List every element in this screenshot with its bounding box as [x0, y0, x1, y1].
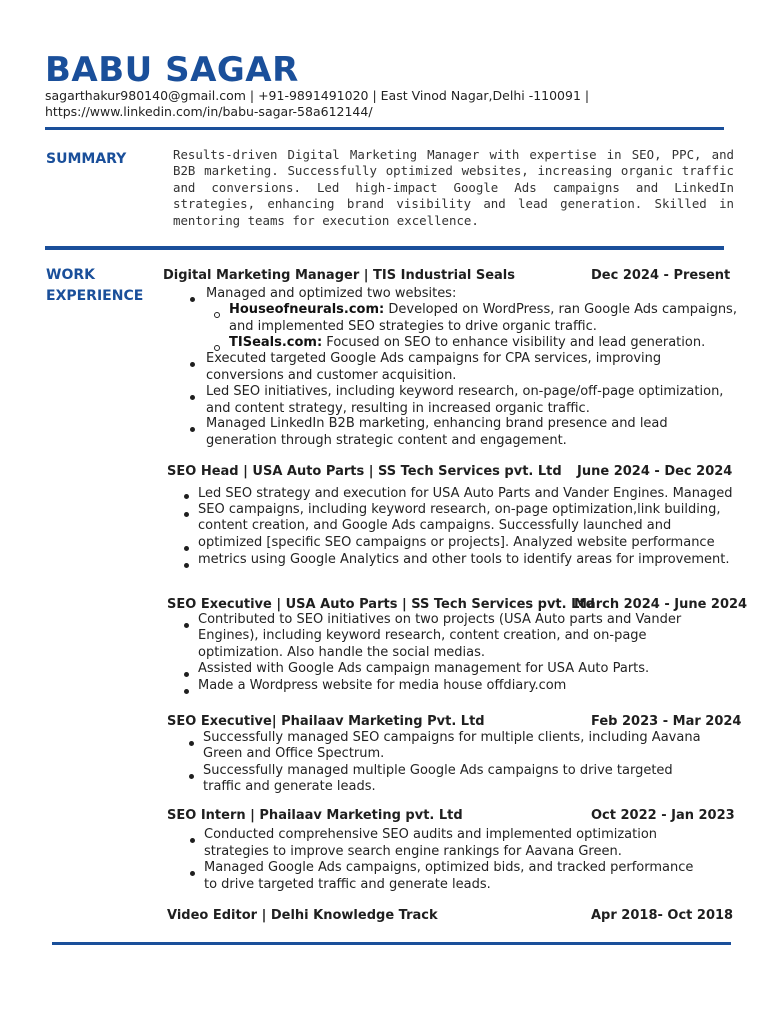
job-title: SEO Intern | Phailaav Marketing pvt. Ltd: [167, 808, 463, 823]
work-heading-line1: WORK: [46, 267, 95, 283]
bullet-text: Successfully managed SEO campaigns for multiple clients, including Aavana: [203, 730, 701, 745]
bullet-dot: [184, 494, 189, 499]
bullet-dot: [184, 689, 189, 694]
site-description: Focused on SEO to enhance visibility and lead generation.: [322, 335, 706, 350]
bullet-text: Made a Wordpress website for media house offdiary.com: [198, 678, 567, 693]
bullet-text: Successfully managed multiple Google Ads campaigns to drive targeted: [203, 763, 673, 778]
footer-divider: [52, 942, 731, 945]
job-date: Apr 2018- Oct 2018: [591, 908, 734, 923]
bullet-text-cont: to drive targeted traffic and generate leads.: [204, 877, 491, 892]
bullet-dot: [190, 838, 195, 843]
bullet-dot: [184, 546, 189, 551]
bullet-dot: [184, 623, 189, 628]
sub-bullet-text: [229, 335, 705, 351]
contact-line-linkedin: https://www.linkedin.com/in/babu-sagar-58a612144/: [45, 104, 373, 119]
bullet-text-cont: generation through strategic content and engagement.: [206, 433, 567, 448]
bullet-dot: [190, 395, 195, 400]
summary-divider: [45, 246, 724, 250]
bullet-text: Executed targeted Google Ads campaigns for CPA services, improving: [206, 351, 662, 366]
bullet-text-cont: optimization. Also handle the social medias.: [198, 645, 486, 660]
bullet-text: Assisted with Google Ads campaign management for USA Auto Parts.: [198, 661, 650, 676]
bullet-dot: [190, 362, 195, 367]
job-title: Digital Marketing Manager | TIS Industrial Seals: [163, 268, 516, 283]
job-date: Dec 2024 - Present: [591, 268, 731, 283]
work-heading-line2: EXPERIENCE: [46, 288, 144, 304]
paragraph-line: metrics using Google Analytics and other tools to identify areas for improvement.: [198, 552, 730, 567]
candidate-name: BABU SAGAR: [45, 50, 299, 90]
job-title: SEO Head | USA Auto Parts | SS Tech Services pvt. Ltd: [167, 464, 562, 479]
bullet-text: Managed Google Ads campaigns, optimized bids, and tracked performance: [204, 860, 694, 875]
site-name: TISeals.com:: [229, 335, 323, 350]
bullet-dot: [184, 512, 189, 517]
paragraph-line: Led SEO strategy and execution for USA Auto Parts and Vander Engines. Managed: [198, 486, 733, 501]
job-title: Video Editor | Delhi Knowledge Track: [167, 908, 438, 923]
job-date: Feb 2023 - Mar 2024: [591, 714, 742, 729]
bullet-text: Managed LinkedIn B2B marketing, enhancing brand presence and lead: [206, 416, 668, 431]
paragraph-line: SEO campaigns, including keyword research, on-page optimization,link building,: [198, 502, 721, 517]
summary-text: Results-driven Digital Marketing Manager with expertise in SEO, PPC, and B2B marketing. Successfully optimized websites, increasing organic traffic and conversions. Led high-impact Google Ads campaigns and LinkedIn strategies, enhancing brand visibility and lead generation. Skilled in mentoring teams for execution excellence.: [173, 147, 734, 228]
site-description: Developed on WordPress, ran Google Ads campaigns,: [384, 302, 737, 317]
paragraph-line: optimized [specific SEO campaigns or projects]. Analyzed website performance: [198, 535, 715, 550]
bullet-dot: [190, 297, 195, 302]
bullet-dot: [189, 741, 194, 746]
bullet-text-cont: traffic and generate leads.: [203, 779, 376, 794]
bullet-dot: [184, 672, 189, 677]
job-date: June 2024 - Dec 2024: [577, 464, 733, 479]
sub-bullet-circle: [214, 312, 220, 318]
contact-line-email-phone-address: sagarthakur980140@gmail.com | +91-9891491020 | East Vinod Nagar,Delhi -110091 |: [45, 88, 590, 103]
bullet-text-cont: Green and Office Spectrum.: [203, 746, 385, 761]
bullet-text: Led SEO initiatives, including keyword research, on-page/off-page optimization,: [206, 384, 724, 399]
bullet-text-cont: Engines), including keyword research, content creation, and on-page: [198, 628, 647, 643]
job-title: SEO Executive | USA Auto Parts | SS Tech Services pvt. Ltd: [167, 597, 595, 612]
bullet-dot: [184, 563, 189, 568]
bullet-text-cont: strategies to improve search engine rankings for Aavana Green.: [204, 844, 622, 859]
job-title: SEO Executive| Phailaav Marketing Pvt. Ltd: [167, 714, 485, 729]
summary-heading: SUMMARY: [46, 151, 127, 167]
sub-bullet-text-cont: and implemented SEO strategies to drive organic traffic.: [229, 319, 597, 334]
contact-info: [45, 88, 705, 120]
bullet-text: Contributed to SEO initiatives on two projects (USA Auto parts and Vander: [198, 612, 682, 627]
job-date: March 2024 - June 2024: [574, 597, 748, 612]
bullet-text: Managed and optimized two websites:: [206, 286, 457, 301]
bullet-text-cont: conversions and customer acquisition.: [206, 368, 457, 383]
header-divider: [45, 127, 724, 130]
bullet-dot: [190, 427, 195, 432]
site-name: Houseofneurals.com:: [229, 302, 385, 317]
sub-bullet-text: [229, 302, 737, 318]
bullet-dot: [190, 871, 195, 876]
bullet-text-cont: and content strategy, resulting in increased organic traffic.: [206, 401, 590, 416]
bullet-text: Conducted comprehensive SEO audits and implemented optimization: [204, 827, 658, 842]
job-date: Oct 2022 - Jan 2023: [591, 808, 735, 823]
paragraph-line: content creation, and Google Ads campaigns. Successfully launched and: [198, 518, 672, 533]
bullet-dot: [189, 774, 194, 779]
